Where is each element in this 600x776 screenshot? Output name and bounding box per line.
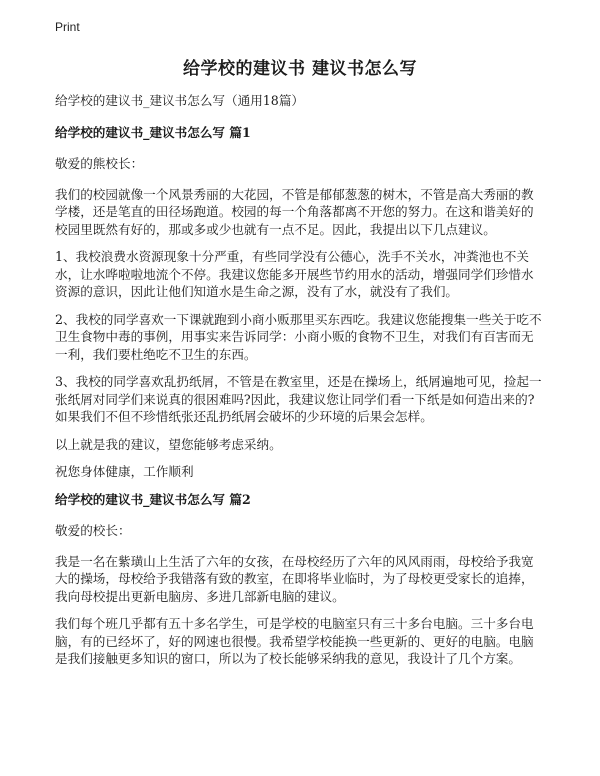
section-heading-1: 给学校的建议书_建议书怎么写 篇1 bbox=[55, 124, 251, 140]
document-subtitle: 给学校的建议书_建议书怎么写（通用18篇） bbox=[55, 93, 305, 108]
section-2-paragraph: 我们每个班几乎都有五十多名学生，可是学校的电脑室只有三十多台电脑。三十多台电脑，有的已经坏了，好的网速也很慢。我希望学校能换一些更新的、更好的电脑。电脑是我们接触更多知识的窗口，所以为了校长能够采纳我的意见，我设计了几个方案。 bbox=[55, 616, 534, 666]
section-1-paragraph: 我们的校园就像一个风景秀丽的大花园，不管是郁郁葱葱的树木，不管是高大秀丽的教学楼，还是笔直的田径场跑道。校园的每一个角落都离不开您的努力。在这和谐美好的校园里既然有好的，那或多或少也就有一点不足。因此，我提出以下几点建议。 bbox=[55, 186, 534, 237]
section-1-greeting: 敬爱的熊校长： bbox=[55, 156, 144, 171]
section-heading-2: 给学校的建议书_建议书怎么写 篇2 bbox=[55, 491, 251, 507]
section-2-paragraph: 我是一名在紫璜山上生活了六年的女孩，在母校经历了六年的风风雨雨，母校给予我宽大的操场，母校给予我错落有致的教室，在即将毕业临时，为了母校更受家长的追捧，我向母校提出更新电脑房、多进几部新电脑的建议。 bbox=[55, 553, 534, 604]
document-body bbox=[55, 92, 545, 678]
section-2-greeting: 敬爱的校长： bbox=[55, 523, 131, 538]
print-link[interactable]: Print bbox=[55, 20, 80, 34]
section-1-paragraph: 3、我校的同学喜欢乱扔纸屑，不管是在教室里，还是在操场上，纸屑遍地可见，捡起一张纸屑对同学们来说真的很困难吗?因此，我建议您让同学们看一下纸是如何造出来的?如果我们不但不珍惜纸张还乱扔纸屑会破坏的少环境的后果会怎样。 bbox=[55, 374, 542, 424]
section-1-paragraph: 以上就是我的建议，望您能够考虑采纳。 bbox=[55, 436, 282, 452]
section-1-paragraph: 1、我校浪费水资源现象十分严重，有些同学没有公德心，洗手不关水，冲粪池也不关水，让水哗啦啦地流个不停。我建议您能多开展些节约用水的活动，增强同学们珍惜水资源的意识，因此让他们知道水是生命之源，没有了水，就没有了我们。 bbox=[55, 249, 534, 299]
section-1-closing: 祝您身体健康，工作顺利 bbox=[55, 464, 194, 479]
document-title: 给学校的建议书 建议书怎么写 bbox=[183, 59, 417, 79]
section-1-paragraph: 2、我校的同学喜欢一下课就跑到小商小贩那里买东西吃。我建议您能搜集一些关于吃不卫生食物中毒的事例，用事实来告诉同学：小商小贩的食物不卫生，对我们有百害而无一利，我们要杜绝吃不卫生的东西。 bbox=[55, 311, 542, 362]
